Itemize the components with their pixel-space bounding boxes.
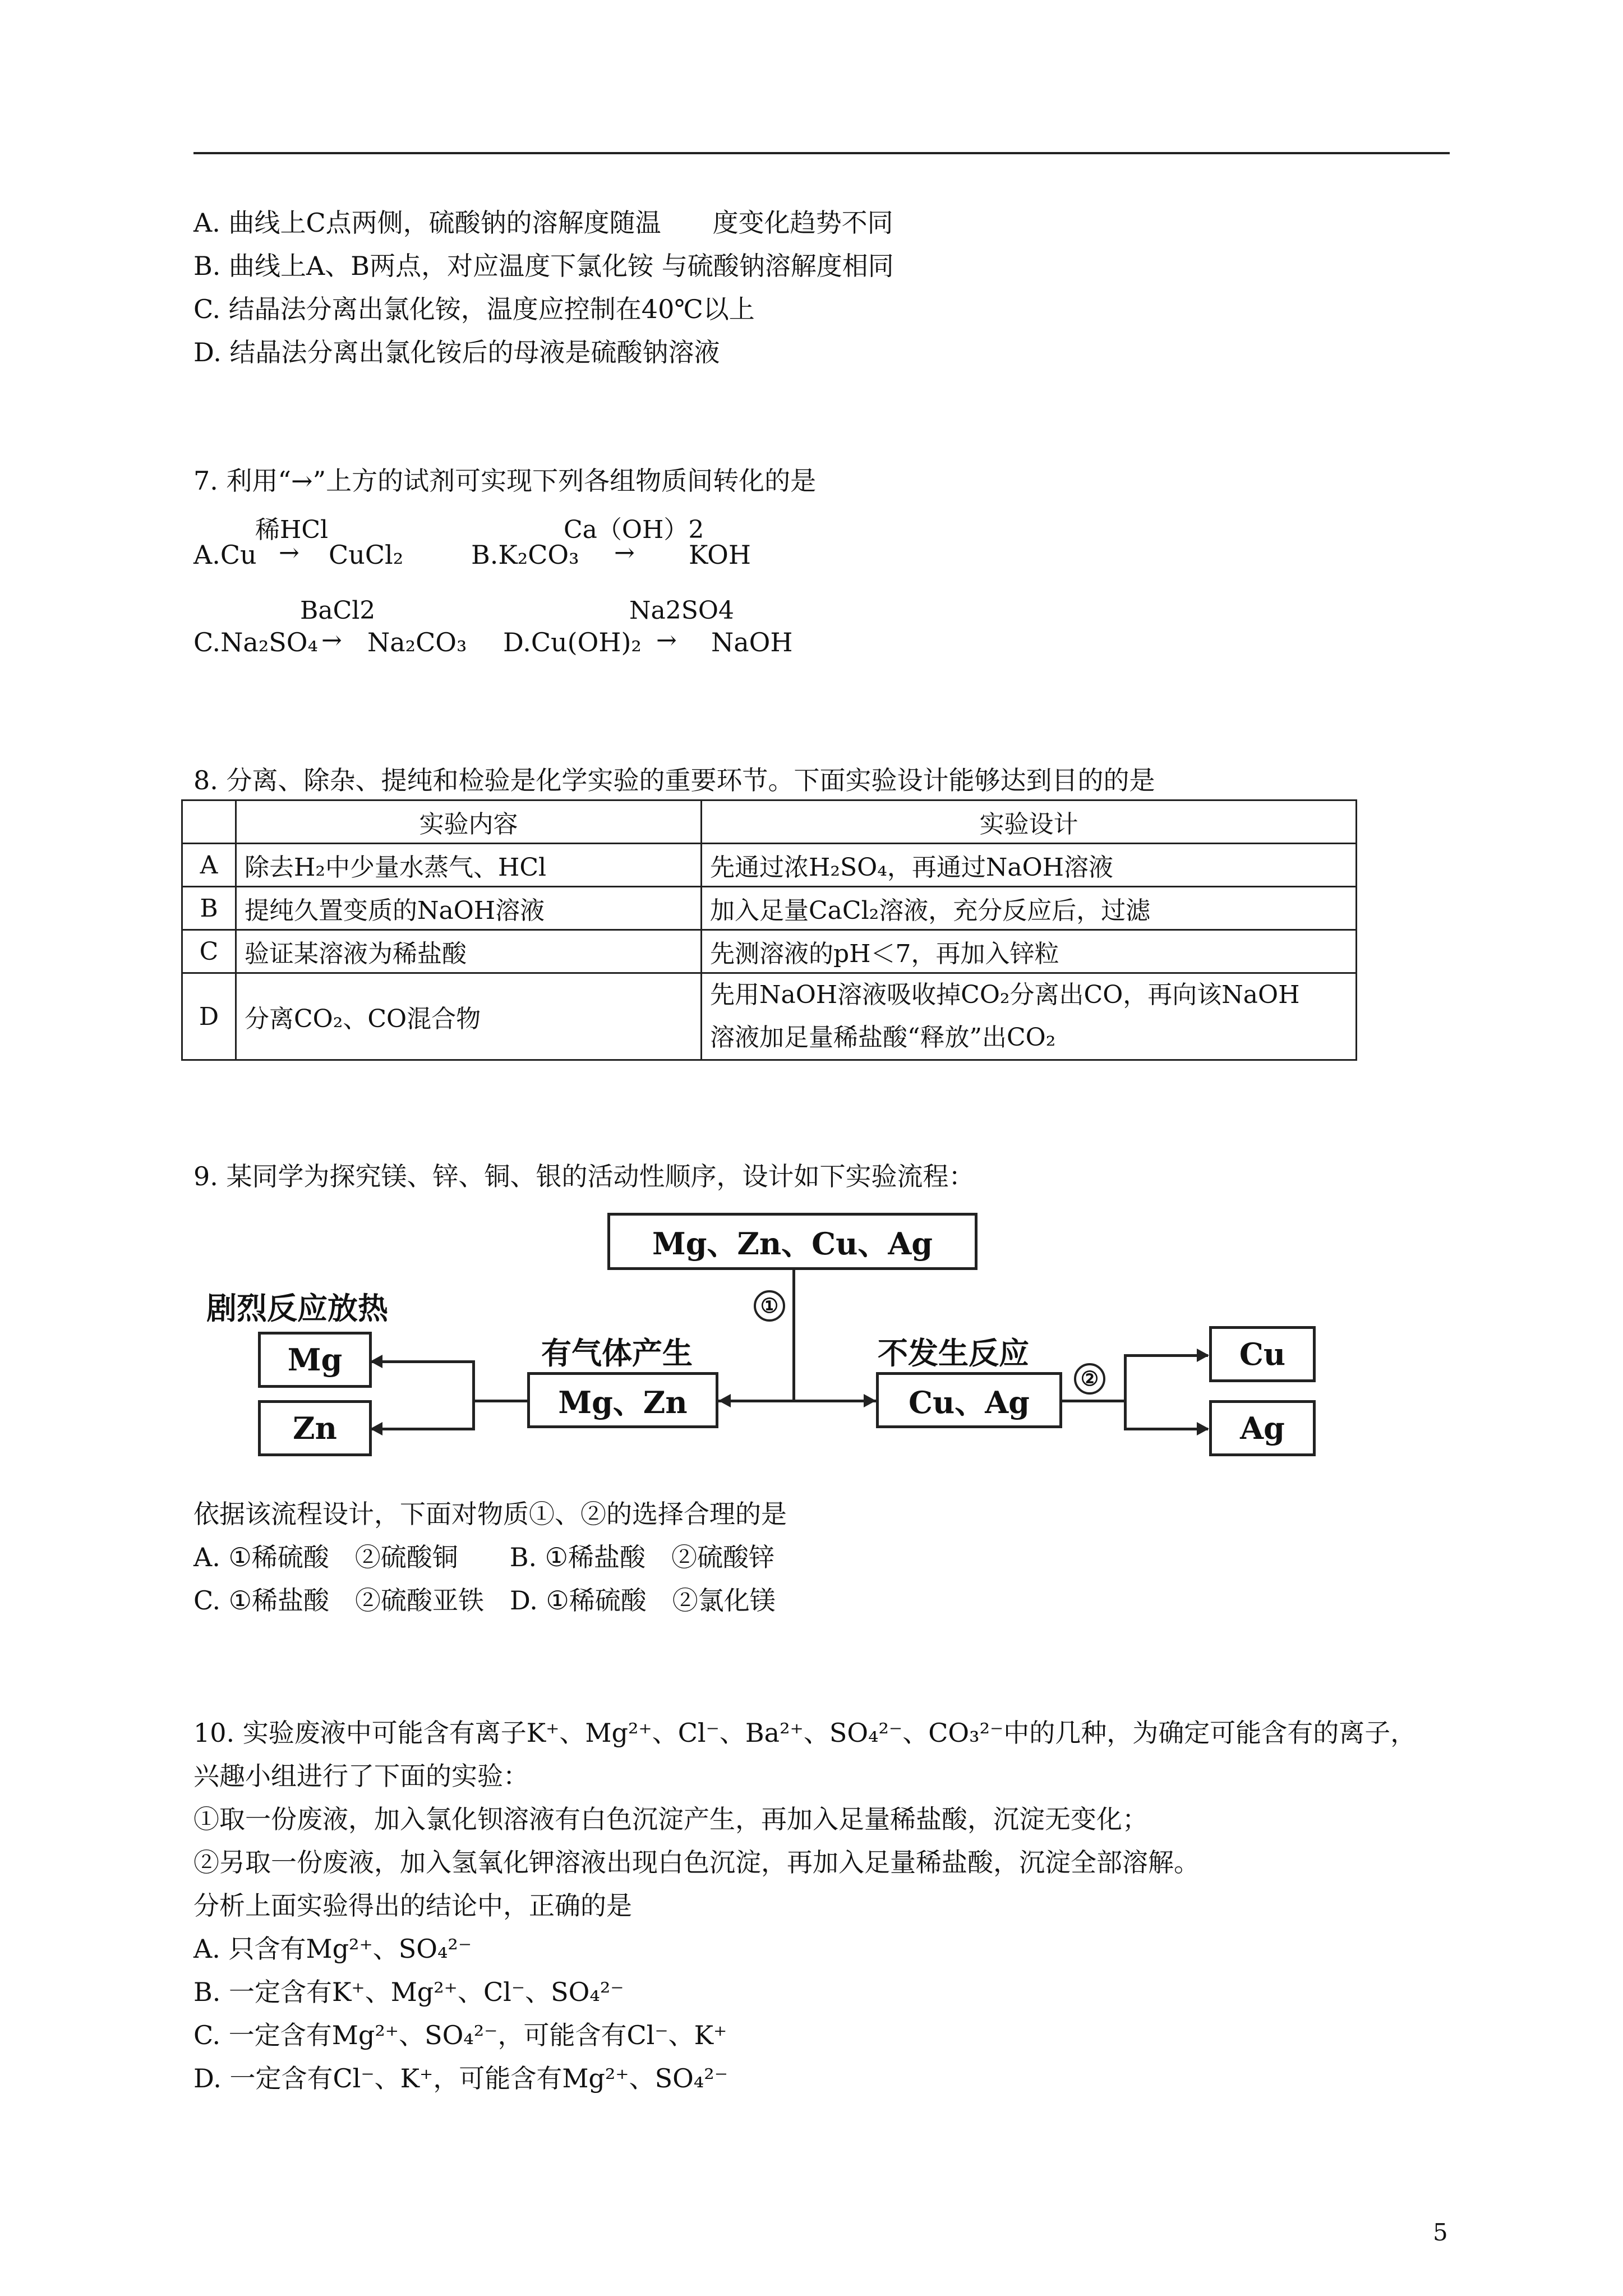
- diagram-connector: [472, 1400, 527, 1402]
- q10-option-b: B. 一定含有K⁺、Mg²⁺、Cl⁻、SO₄²⁻: [193, 1977, 624, 2007]
- q7-d-arrow: →: [656, 626, 677, 655]
- table-row: [182, 973, 1357, 1060]
- q10-stem-line2: 兴趣小组进行了下面的实验：: [193, 1761, 529, 1791]
- diagram-connector: [1062, 1400, 1124, 1402]
- marker-1: ①: [754, 1290, 785, 1322]
- diagram-connector: [372, 1360, 475, 1363]
- q6-option-d: D. 结晶法分离出氯化铵后的母液是硫酸钠溶液: [193, 337, 720, 367]
- diagram-top-box: Mg、Zn、Cu、Ag: [607, 1213, 978, 1270]
- diagram-box-mg-zn: Mg、Zn: [527, 1372, 718, 1428]
- q10-option-d: D. 一定含有Cl⁻、K⁺，可能含有Mg²⁺、SO₄²⁻: [193, 2063, 728, 2093]
- diagram-connector: [1124, 1354, 1127, 1430]
- q7-c-left: C.Na₂SO₄: [193, 627, 318, 657]
- q9-options-cd: C. ①稀盐酸 ②硫酸亚铁 D. ①稀硫酸 ②氯化镁: [193, 1585, 776, 1616]
- q7-a-reagent: 稀HCl: [255, 516, 329, 544]
- q7-b-reagent: Ca（OH）2: [564, 516, 704, 544]
- arrow-head: [370, 1355, 382, 1368]
- q7-c-right: Na₂CO₃: [367, 627, 467, 657]
- row-label: D: [182, 973, 236, 1060]
- arrow-head: [864, 1394, 876, 1407]
- q9-question: 依据该流程设计，下面对物质①、②的选择合理的是: [193, 1499, 787, 1529]
- row-design: 加入足量CaCl₂溶液，充分反应后，过滤: [702, 887, 1357, 930]
- row-design: 先测溶液的pH＜7，再加入锌粒: [702, 930, 1357, 973]
- diagram-label-no-reaction: 不发生反应: [878, 1335, 1029, 1371]
- q7-a-arrow: →: [279, 539, 299, 567]
- row-label: B: [182, 887, 236, 930]
- q10-question: 分析上面实验得出的结论中，正确的是: [193, 1890, 632, 1921]
- diagram-label-gas: 有气体产生: [541, 1335, 693, 1371]
- q7-stem: 7. 利用“→”上方的试剂可实现下列各组物质间转化的是: [193, 466, 817, 496]
- q8-stem: 8. 分离、除杂、提纯和检验是化学实验的重要环节。下面实验设计能够达到目的的是: [193, 765, 1155, 795]
- arrow-head: [1197, 1422, 1209, 1435]
- row-design: [702, 973, 1357, 1060]
- q7-b-left: B.K₂CO₃: [471, 540, 579, 570]
- q7-c-arrow: →: [321, 626, 342, 655]
- diagram-connector: [1124, 1354, 1208, 1357]
- q9-options-ab: A. ①稀硫酸 ②硫酸铜 B. ①稀盐酸 ②硫酸锌: [193, 1542, 774, 1572]
- q6-option-c: C. 结晶法分离出氯化铵，温度应控制在40℃以上: [193, 294, 755, 324]
- arrow-head: [1197, 1349, 1209, 1362]
- diagram-box-ag: Ag: [1209, 1400, 1316, 1456]
- table-header: 实验设计: [702, 800, 1357, 844]
- row-content: 分离CO₂、CO混合物: [236, 973, 702, 1060]
- table-header: [182, 800, 236, 844]
- q7-a-left: A.Cu: [193, 540, 257, 570]
- row-content: 验证某溶液为稀盐酸: [236, 930, 702, 973]
- q7-a-right: CuCl₂: [329, 540, 404, 570]
- table-header: 实验内容: [236, 800, 702, 844]
- diagram-label-vigorous: 剧烈反应放热: [206, 1290, 388, 1326]
- q10-step2: ②另取一份废液，加入氢氧化钾溶液出现白色沉淀，再加入足量稀盐酸，沉淀全部溶解。: [193, 1847, 1200, 1878]
- table-row: [182, 930, 1357, 973]
- q10-option-c: C. 一定含有Mg²⁺、SO₄²⁻，可能含有Cl⁻、K⁺: [193, 2020, 727, 2050]
- diagram-connector: [472, 1360, 475, 1430]
- row-content: 提纯久置变质的NaOH溶液: [236, 887, 702, 930]
- q7-b-arrow: →: [614, 539, 635, 567]
- row-design-line: 先用NaOH溶液吸收掉CO₂分离出CO，再向该NaOH: [710, 981, 1300, 1009]
- table-header-row: [182, 800, 1357, 844]
- diagram-box-cu-ag: Cu、Ag: [876, 1372, 1062, 1428]
- q10-step1: ①取一份废液，加入氯化钡溶液有白色沉淀产生，再加入足量稀盐酸，沉淀无变化；: [193, 1804, 1148, 1834]
- row-design-line: 溶液加足量稀盐酸“释放”出CO₂: [710, 1023, 1056, 1052]
- q6-option-b: B. 曲线上A、B两点，对应温度下氯化铵 与硫酸钠溶解度相同: [193, 251, 894, 281]
- row-content: 除去H₂中少量水蒸气、HCl: [236, 844, 702, 887]
- diagram-connector: [372, 1428, 475, 1430]
- diagram-connector: [1124, 1428, 1208, 1430]
- q9-stem: 9. 某同学为探究镁、锌、铜、银的活动性顺序，设计如下实验流程：: [193, 1161, 975, 1191]
- row-label: A: [182, 844, 236, 887]
- row-design: 先通过浓H₂SO₄，再通过NaOH溶液: [702, 844, 1357, 887]
- q8-table: [181, 799, 1357, 1061]
- q7-c-reagent: BaCl2: [300, 596, 376, 625]
- table-row: [182, 887, 1357, 930]
- arrow-head: [718, 1394, 731, 1407]
- q7-d-reagent: Na2SO4: [629, 596, 734, 625]
- diagram-box-zn: Zn: [258, 1400, 372, 1456]
- q7-d-left: D.Cu(OH)₂: [503, 627, 642, 657]
- table-row: [182, 844, 1357, 887]
- diagram-connector: [718, 1400, 876, 1402]
- page-number: 5: [1433, 2219, 1448, 2246]
- diagram-box-cu: Cu: [1209, 1326, 1316, 1382]
- q6-option-a: A. 曲线上C点两侧，硫酸钠的溶解度随温 度变化趋势不同: [193, 208, 893, 238]
- header-rule: [193, 152, 1450, 154]
- diagram-connector: [792, 1270, 795, 1401]
- diagram-box-mg: Mg: [258, 1332, 372, 1388]
- row-label: C: [182, 930, 236, 973]
- arrow-head: [370, 1422, 382, 1435]
- q10-stem-line1: 10. 实验废液中可能含有离子K⁺、Mg²⁺、Cl⁻、Ba²⁺、SO₄²⁻、CO₃²⁻中的几种，为确定可能含有的离子，: [193, 1718, 1417, 1748]
- marker-2: ②: [1074, 1363, 1105, 1395]
- q10-option-a: A. 只含有Mg²⁺、SO₄²⁻: [193, 1934, 472, 1964]
- q7-b-right: KOH: [689, 540, 751, 570]
- q7-d-right: NaOH: [711, 627, 793, 657]
